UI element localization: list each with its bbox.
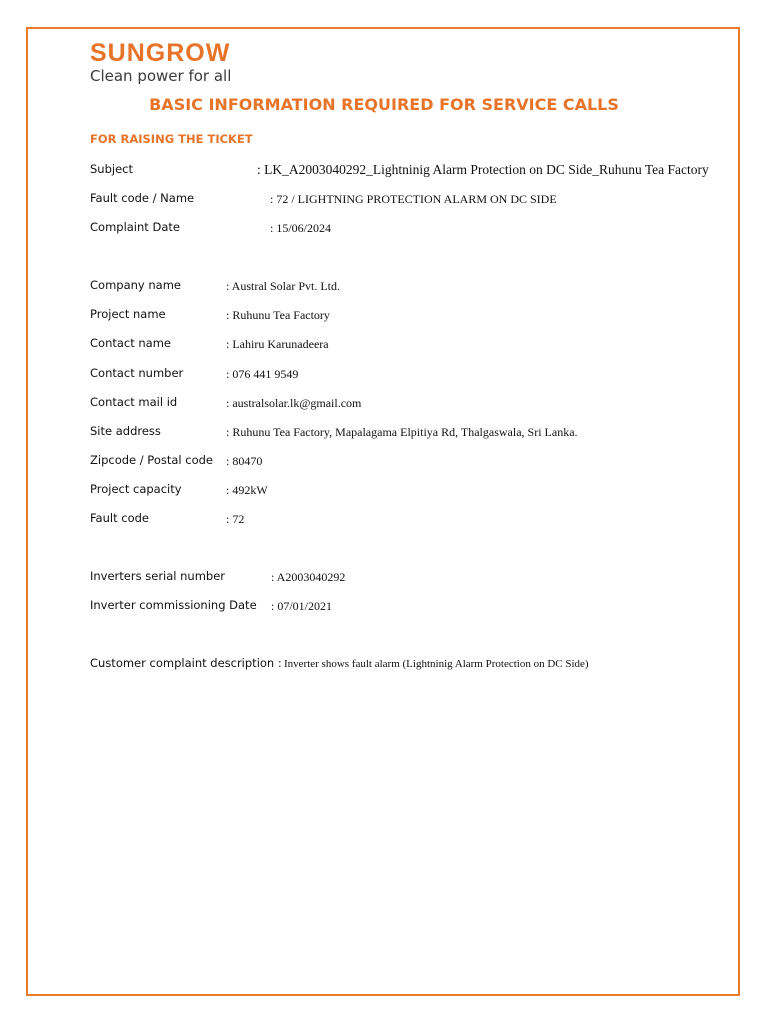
field-value: Inverter shows fault alarm (Lightninig Alarm Protection on DC Side) xyxy=(284,658,589,670)
field-label: Contact number xyxy=(90,366,184,380)
field-row-commissioning-date xyxy=(90,598,750,618)
field-label: Zipcode / Postal code xyxy=(90,453,213,467)
field-label: Inverter commissioning Date xyxy=(90,598,257,612)
field-row-contact-mail xyxy=(90,395,750,415)
field-row-contact-name xyxy=(90,336,750,356)
field-label: Contact name xyxy=(90,336,172,350)
field-value: : Austral Solar Pvt. Ltd. xyxy=(226,279,340,293)
field-row-subject xyxy=(90,162,750,182)
field-value: : australsolar.lk@gmail.com xyxy=(226,396,362,410)
logo-wordmark: SUNGROW xyxy=(90,39,231,67)
field-row-inverter-serial xyxy=(90,569,750,589)
field-value: : Ruhunu Tea Factory xyxy=(226,308,330,322)
section-subtitle: FOR RAISING THE TICKET xyxy=(90,132,253,146)
field-row-postal-code xyxy=(90,453,750,473)
field-row-site-address xyxy=(90,424,750,444)
field-label: Fault code xyxy=(90,511,149,525)
field-value: : 076 441 9549 xyxy=(226,367,299,381)
field-label: Company name xyxy=(90,278,181,292)
field-row-contact-number xyxy=(90,366,750,386)
field-label: Project name xyxy=(90,307,166,321)
field-label: Complaint Date xyxy=(90,220,180,234)
field-label: Inverters serial number xyxy=(90,569,226,583)
field-value: : LK_A2003040292_Lightninig Alarm Protection on DC Side_Ruhunu Tea Factory xyxy=(257,162,709,177)
field-value: : 492kW xyxy=(226,483,268,497)
field-value: : 07/01/2021 xyxy=(271,599,333,613)
page-title: BASIC INFORMATION REQUIRED FOR SERVICE CALLS xyxy=(149,95,619,114)
logo-tagline: Clean power for all xyxy=(90,67,232,85)
field-value: : Ruhunu Tea Factory, Mapalagama Elpitiya Rd, Thalgaswala, Sri Lanka. xyxy=(226,425,578,439)
field-value: : A2003040292 xyxy=(271,570,346,584)
field-label: Subject xyxy=(90,162,133,176)
field-row-fault-code-name xyxy=(90,191,750,211)
sungrow-logo xyxy=(90,40,231,85)
field-label: Site address xyxy=(90,424,161,438)
field-row-complaint-date xyxy=(90,220,750,240)
field-value: : 80470 xyxy=(226,454,263,468)
field-value: : 72 xyxy=(226,512,245,526)
field-row-fault-code xyxy=(90,511,750,531)
field-row-company-name xyxy=(90,278,750,298)
field-label: Fault code / Name xyxy=(90,191,195,205)
field-row-project-name xyxy=(90,307,750,327)
field-value: : 72 / LIGHTNING PROTECTION ALARM ON DC SIDE xyxy=(270,192,557,206)
field-row-project-capacity xyxy=(90,482,750,502)
field-label: Contact mail id xyxy=(90,395,178,409)
field-row-complaint-description xyxy=(90,656,750,676)
field-value: : 15/06/2024 xyxy=(270,221,332,235)
field-label: Customer complaint description : xyxy=(90,656,282,670)
field-value: : Lahiru Karunadeera xyxy=(226,337,329,351)
field-label: Project capacity xyxy=(90,482,182,496)
